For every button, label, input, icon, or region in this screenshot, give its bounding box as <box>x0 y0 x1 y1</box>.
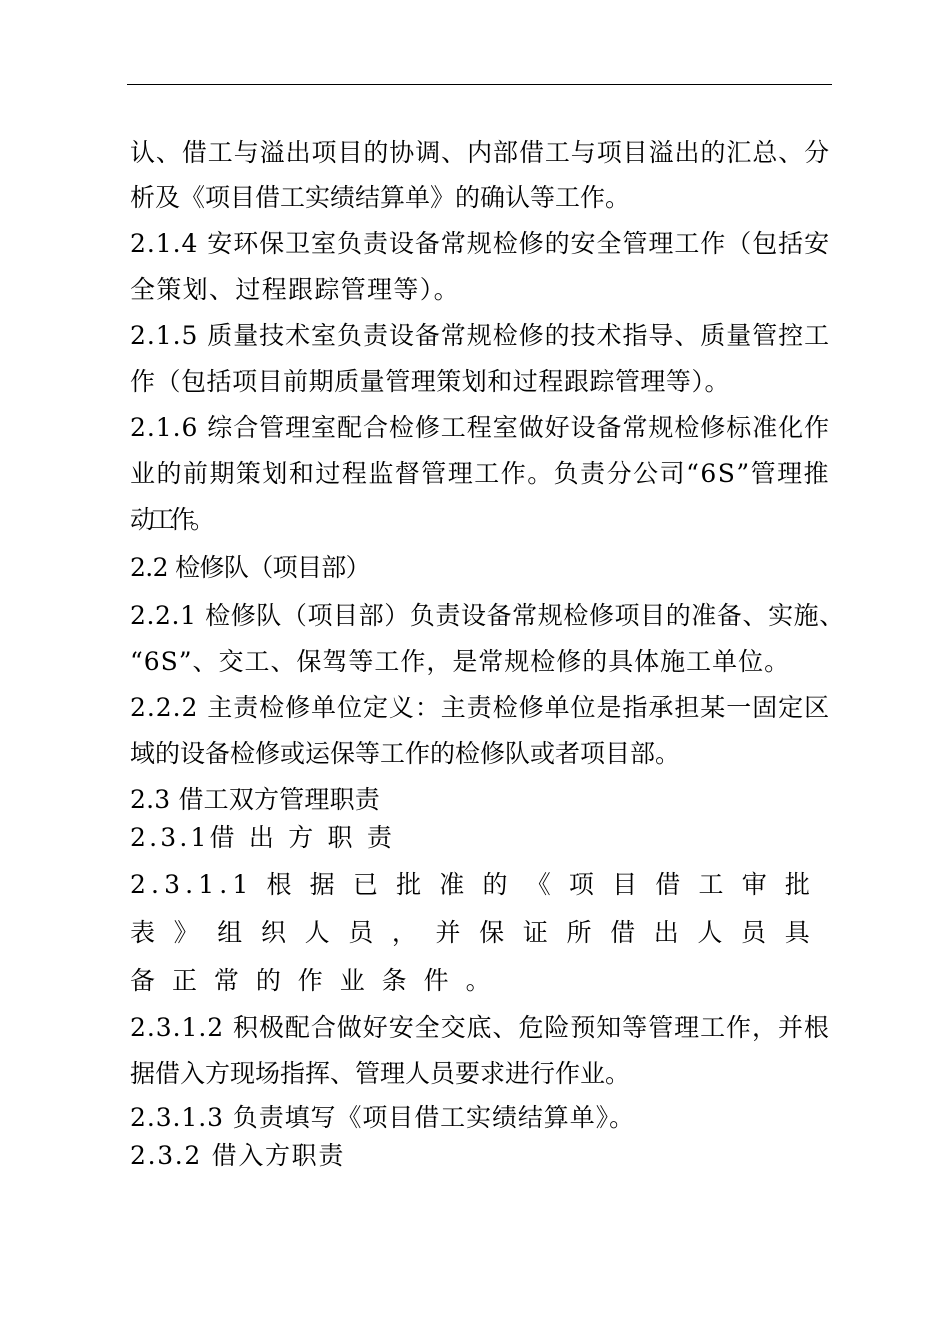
text-line: 2.1.5 质量技术室负责设备常规检修的技术指导、质量管控工 <box>130 321 831 350</box>
text-line: 作（包括项目前期质量管理策划和过程跟踪管理等）。 <box>130 367 730 396</box>
header-rule <box>127 84 832 85</box>
text-line: 域的设备检修或运保等工作的检修队或者项目部。 <box>130 739 681 768</box>
text-line: 认、借工与溢出项目的协调、内部借工与项目溢出的汇总、分 <box>130 138 831 167</box>
text-line: 2.3.1.3 负责填写《项目借工实绩结算单》。 <box>130 1103 635 1132</box>
text-line: 2.2.1 检修队（项目部）负责设备常规检修项目的准备、实施、 <box>130 601 845 630</box>
subsection-heading: 2.3.1借 出 方 职 责 <box>130 823 396 852</box>
subsection-heading: 2.3.2 借入方职责 <box>130 1141 346 1170</box>
section-heading: 2.2 检修队（项目部） <box>130 553 371 582</box>
text-line: “6S”、交工、保驾等工作，是常规检修的具体施工单位。 <box>130 647 791 676</box>
text-line: 全策划、过程跟踪管理等）。 <box>130 275 460 304</box>
text-line: 业的前期策划和过程监督管理工作。负责分公司“6S”管理推 <box>130 459 831 488</box>
text-line: 2.3.1.2 积极配合做好安全交底、危险预知等管理工作，并根 <box>130 1013 830 1042</box>
text-line: 备 正 常 的 作 业 条 件 。 <box>130 966 496 995</box>
text-line: 2.1.6 综合管理室配合检修工程室做好设备常规检修标准化作 <box>130 413 831 442</box>
text-line: 2.1.4 安环保卫室负责设备常规检修的安全管理工作（包括安 <box>130 229 831 258</box>
text-line: 2.3.1.1 根 据 已 批 准 的 《 项 目 借 工 审 批 <box>130 870 816 899</box>
text-line: 2.2.2 主责检修单位定义：主责检修单位是指承担某一固定区 <box>130 693 831 722</box>
section-heading: 2.3 借工双方管理职责 <box>130 785 380 814</box>
text-line: 表 》 组 织 人 员 ， 并 保 证 所 借 出 人 员 具 <box>130 918 816 947</box>
text-line: 据借入方现场指挥、管理人员要求进行作业。 <box>130 1059 631 1088</box>
text-line: 析及《项目借工实绩结算单》的确认等工作。 <box>130 183 631 212</box>
text-line: 动工作。 <box>130 505 211 534</box>
